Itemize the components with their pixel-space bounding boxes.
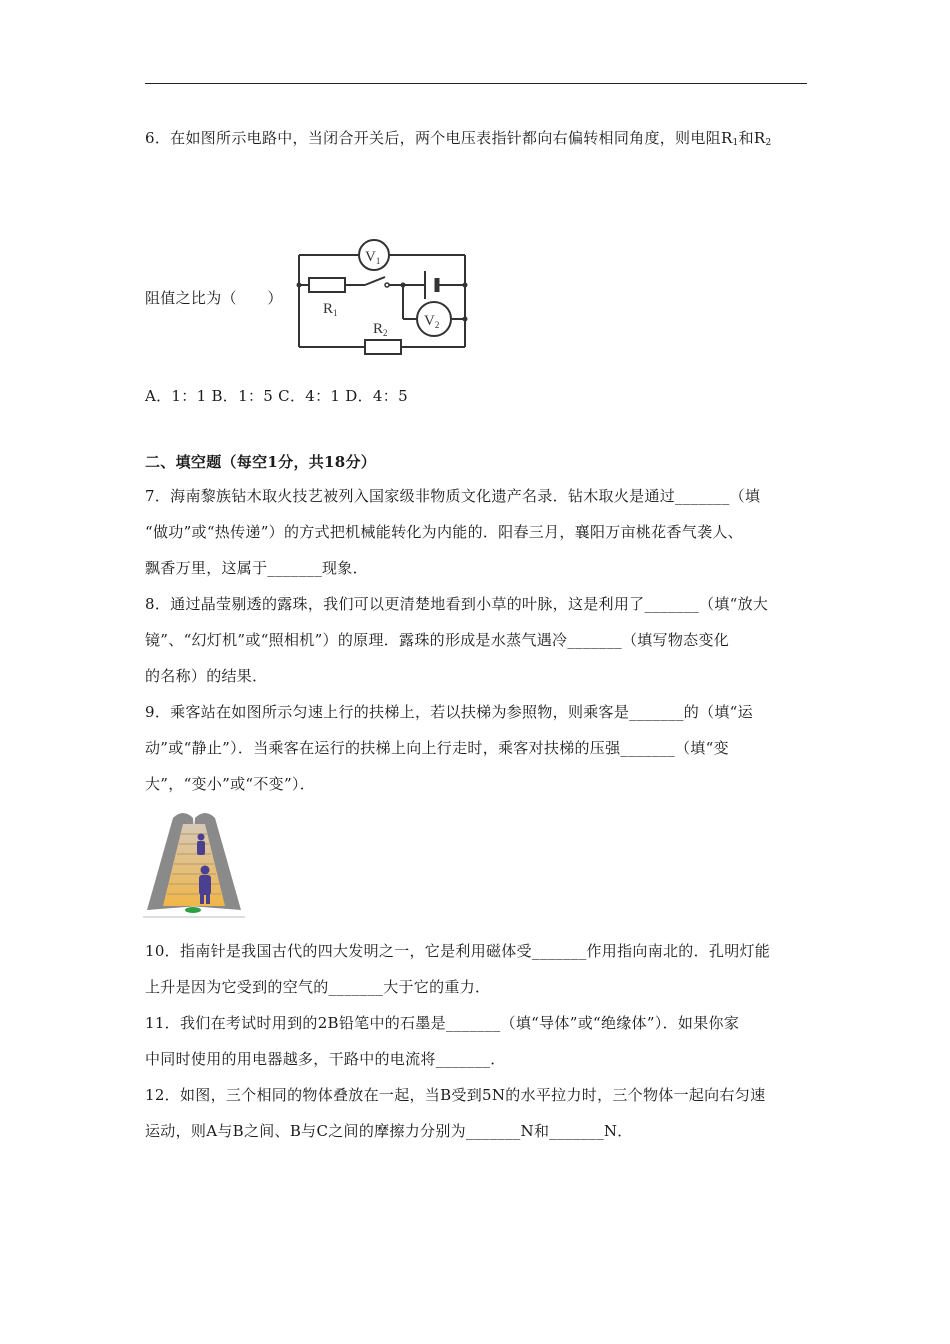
q10-line-1: 10．指南针是我国古代的四大发明之一，它是利用磁体受_______作用指向南北的．孔明灯能 bbox=[145, 942, 771, 960]
q6-line-2: 阻值之比为（ ） bbox=[145, 289, 283, 307]
q8-line-2: 镜”、“幻灯机”或“照相机”）的原理．露珠的形成是水蒸气遇冷_______（填写物态变化 bbox=[145, 631, 730, 649]
q12-line-2: 运动，则A与B之间、B与C之间的摩擦力分别为_______N和_______N． bbox=[145, 1122, 633, 1140]
q9-line-2: 动”或“静止”）．当乘客在运行的扶梯上向上行走时，乘客对扶梯的压强_______（填“变 bbox=[145, 739, 729, 757]
q8-line-1: 8．通过晶莹剔透的露珠，我们可以更清楚地看到小草的叶脉，这是利用了_______（填“放大 bbox=[145, 595, 769, 613]
q9-line-1: 9．乘客站在如图所示匀速上行的扶梯上，若以扶梯为参照物，则乘客是_______的（填“运 bbox=[145, 703, 753, 721]
svg-text:V2: $V_2$ bbox=[424, 313, 440, 330]
svg-text:R2: $R_2$ bbox=[373, 321, 388, 338]
q7-line-3: 飘香万里，这属于_______现象． bbox=[145, 559, 368, 577]
q8-line-3: 的名称）的结果． bbox=[145, 667, 268, 685]
q10-line-2: 上升是因为它受到的空气的_______大于它的重力． bbox=[145, 978, 491, 996]
header-rule bbox=[145, 83, 807, 84]
q11-line-2: 中同时使用的用电器越多，干路中的电流将_______． bbox=[145, 1050, 506, 1068]
q11-line-1: 11．我们在考试时用到的2B铅笔中的石墨是_______（填“导体”或“绝缘体”）．如果你家 bbox=[145, 1014, 740, 1032]
q7-line-2: “做功”或“热传递”）的方式把机械能转化为内能的．阳春三月，襄阳万亩桃花香气袭人、 bbox=[145, 523, 743, 541]
q9-line-3: 大”，“变小”或“不变”）． bbox=[145, 775, 316, 793]
svg-text:V1: $V_1$ bbox=[365, 249, 381, 266]
circuit-diagram bbox=[293, 233, 473, 359]
q6-line-1: 6．在如图所示电路中，当闭合开关后，两个电压表指针都向右偏转相同角度，则电阻$R_1$和$R_2$ bbox=[145, 129, 772, 148]
section-heading: 二、填空题（每空1分，共18分） bbox=[145, 453, 377, 471]
q7-line-1: 7．海南黎族钻木取火技艺被列入国家级非物质文化遗产名录．钻木取火是通过_______（填 bbox=[145, 487, 761, 505]
q12-line-1: 12．如图，三个相同的物体叠放在一起，当B受到5N的水平拉力时，三个物体一起向右匀速 bbox=[145, 1086, 766, 1104]
svg-text:R1: $R_1$ bbox=[323, 301, 338, 318]
escalator-image bbox=[143, 806, 245, 918]
q6-options: A．1：1 B．1：5 C．4：1 D．4：5 bbox=[145, 387, 408, 405]
